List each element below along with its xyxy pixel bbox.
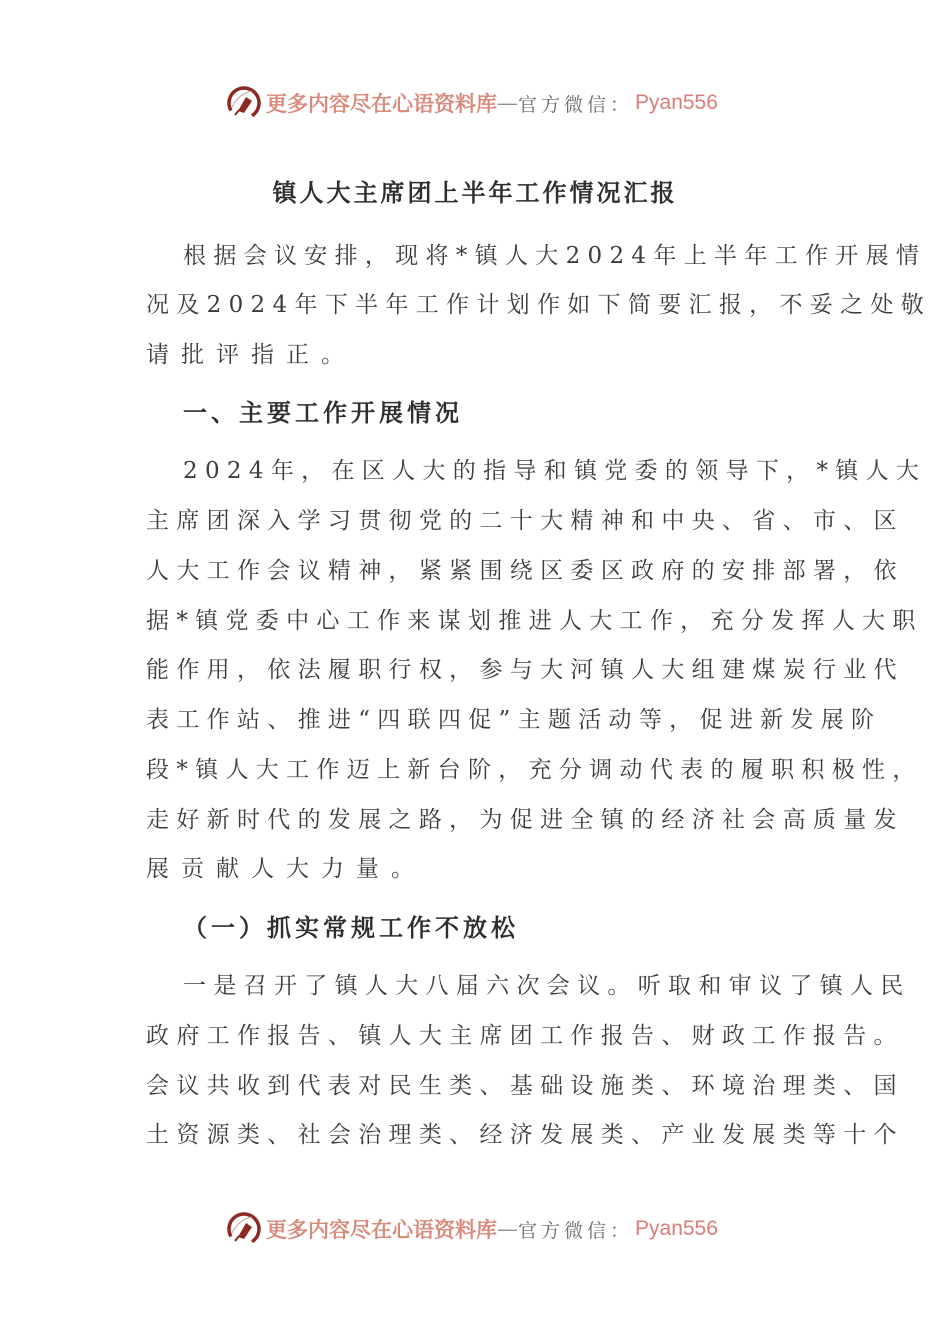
section1-line-4: 据 * 镇 党 委 中 心 工 作 来 谋 划 推 进 人 大 工 作 ， 充 分 发 挥 人 大 职 — [146, 608, 916, 634]
pen-nib-logo-icon — [226, 85, 262, 121]
watermark-wechat-label: 官方微信： — [518, 1219, 634, 1242]
pen-nib-logo-icon — [226, 1211, 262, 1247]
subsection-heading-1: （一）抓实常规工作不放松 — [183, 914, 519, 942]
section1-line-6: 表 工 作 站 、 推 进 “ 四 联 四 促 ” 主 题 活 动 等 ， 促 进 新 发 展 阶 — [146, 707, 875, 733]
intro-line-1: 根 据 会 议 安 排 ， 现 将 * 镇 人 大 2 0 2 4 年 上 半 年 工 作 开 展 情 — [183, 243, 919, 269]
intro-line-2: 况 及 2 0 2 4 年 下 半 年 工 作 计 划 作 如 下 简 要 汇 报 ， 不 妥 之 处 敬 — [146, 292, 924, 318]
watermark-wechat-id: Pyan556 — [635, 91, 718, 114]
subsection1-line-4: 土 资 源 类 、 社 会 治 理 类 、 经 济 发 展 类 、 产 业 发 展 类 等 十 个 — [146, 1122, 897, 1148]
watermark-brand-text: 更多内容尽在心语资料库 — [266, 1217, 497, 1242]
section1-line-7: 段 * 镇 人 大 工 作 迈 上 新 台 阶 ， 充 分 调 动 代 表 的 履 职 积 极 性 ， — [146, 757, 916, 783]
watermark-brand-text: 更多内容尽在心语资料库 — [266, 91, 497, 116]
section1-line-2: 主 席 团 深 入 学 习 贯 彻 党 的 二 十 大 精 神 和 中 央 、 省 、 市 、 区 — [146, 508, 897, 534]
section1-line-3: 人 大 工 作 会 议 精 神 ， 紧 紧 围 绕 区 委 区 政 府 的 安 排 部 署 ， 依 — [146, 558, 897, 584]
document-title: 镇人大主席团上半年工作情况汇报 — [272, 179, 678, 207]
watermark-dash: — — [497, 1217, 518, 1241]
subsection1-line-2: 政 府 工 作 报 告 、 镇 人 大 主 席 团 工 作 报 告 、 财 政 工 作 报 告 。 — [146, 1023, 897, 1049]
section1-line-5: 能 作 用 ， 依 法 履 职 行 权 ， 参 与 大 河 镇 人 大 组 建 煤 炭 行 业 代 — [146, 657, 897, 683]
section1-line-1: 2 0 2 4 年 ， 在 区 人 大 的 指 导 和 镇 党 委 的 领 导 下 ， * 镇 人 大 — [183, 458, 919, 484]
section-heading-1: 一、主要工作开展情况 — [183, 399, 463, 427]
subsection1-line-3: 会 议 共 收 到 代 表 对 民 生 类 、 基 础 设 施 类 、 环 境 治 理 类 、 国 — [146, 1073, 897, 1099]
section1-line-9: 展贡献人大力量。 — [146, 856, 426, 882]
watermark-wechat-label: 官方微信： — [518, 93, 634, 116]
subsection1-line-1: 一 是 召 开 了 镇 人 大 八 届 六 次 会 议 。 听 取 和 审 议 了 镇 人 民 — [183, 973, 904, 999]
intro-line-3: 请批评指正。 — [146, 342, 356, 368]
watermark-dash: — — [497, 91, 518, 115]
watermark-banner-top — [226, 81, 718, 125]
watermark-banner-bottom — [226, 1207, 718, 1251]
section1-line-8: 走 好 新 时 代 的 发 展 之 路 ， 为 促 进 全 镇 的 经 济 社 会 高 质 量 发 — [146, 807, 897, 833]
watermark-wechat-id: Pyan556 — [635, 1217, 718, 1240]
